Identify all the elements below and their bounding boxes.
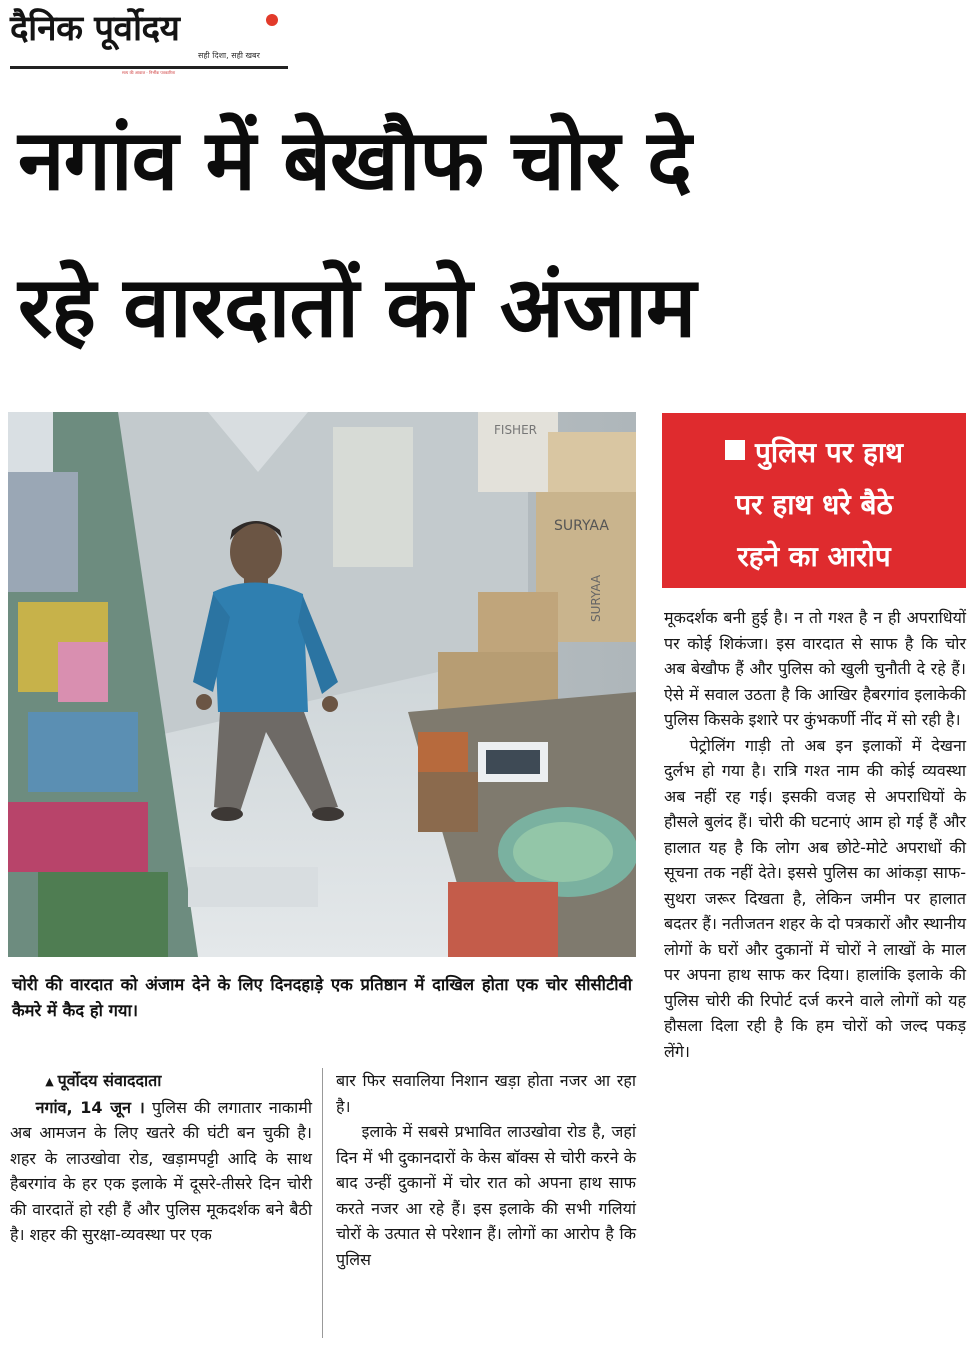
cctv-photo: [8, 412, 636, 957]
logo-dot-icon: [266, 14, 278, 26]
masthead: [10, 4, 290, 75]
headline-line-1: नगांव में बेखौफ चोर दे: [18, 111, 691, 209]
byline: [10, 1068, 312, 1095]
triangle-marker-icon: ▲: [45, 1075, 54, 1088]
column-divider: [322, 1068, 323, 1338]
paragraph: बार फिर सवालिया निशान खड़ा होता नजर आ रहा है।: [336, 1071, 636, 1116]
logo-tagline: सही दिशा, सही खबर: [198, 51, 260, 60]
headline-line-2: रहे वारदातों को अंजाम: [18, 258, 696, 356]
article-column-2: [336, 1068, 636, 1272]
square-bullet-icon: [725, 440, 745, 460]
photo-caption: चोरी की वारदात को अंजाम देने के लिए दिनदहाड़े एक प्रतिष्ठान में दाखिल होता एक चोर सीसीटीवी कैमरे में कैद हो गया।: [12, 975, 632, 1020]
newspaper-logo: दैनिक पूर्वोदय: [10, 9, 180, 49]
box-label: SURYAA: [554, 518, 609, 534]
callout-line-3: रहने का आरोप: [737, 540, 891, 573]
masthead-subline: सत्य की आवाज · निर्भीक पत्रकारिता: [122, 70, 175, 75]
box-label-top: FISHER: [494, 423, 538, 437]
article-column-1: [10, 1068, 312, 1248]
paragraph: मूकदर्शक बनी हुई है। न तो गश्त है न ही अपराधियों पर कोई शिकंजा। इस वारदात से साफ है कि चोर अब बेखौफ हैं और पुलिस को खुली चुनौती दे रहे हैं। ऐसे में सवाल उठता है कि आखिर हैबरगांव इलाकेकी पुलिस किसके इशारे पर कुंभकर्णी नींद में सो रही है।: [664, 608, 966, 729]
paragraph-text: पुलिस की लगातार नाकामी अब आमजन के लिए खतरे की घंटी बन चुकी है। शहर के लाउखोवा रोड, खड़ामपट्टी आदि के साथ हैबरगांव के हर एक इलाके में दूसरे-तीसरे दिन चोरी की वारदातें हो रही हैं और पुलिस मूकदर्शक बने बैठी है। शहर की सुरक्षा-व्यवस्था पर एक: [10, 1097, 312, 1244]
dateline: नगांव, 14 जून ।: [35, 1097, 145, 1117]
masthead-rule: [10, 66, 288, 69]
paragraph: [10, 1095, 312, 1248]
cctv-photo-illustration: [8, 412, 636, 957]
box-label-side: SURYAA: [589, 574, 603, 622]
callout-text-1: पुलिस पर हाथ: [755, 436, 903, 469]
article-column-right: [664, 605, 966, 1064]
callout-line-2: पर हाथ धरे बैठे: [735, 488, 893, 521]
paragraph: इलाके में सबसे प्रभावित लाउखोवा रोड है, जहां दिन में भी दुकानदारों के केस बॉक्स से चोरी करने के बाद उन्हीं दुकानों में चोर रात को अपना हाथ साफ करते नजर आ रहे हैं। इस इलाके की सभी गलियां चोरों के उत्पात से परेशान हैं। लोगों का आरोप है कि पुलिस: [336, 1122, 636, 1269]
byline-text: पूर्वोदय संवाददाता: [57, 1071, 162, 1090]
paragraph: पेट्रोलिंग गाड़ी तो अब इन इलाकों में देखना दुर्लभ हो गया है। रात्रि गश्त नाम की कोई व्यवस्था अब नहीं रह गई। इसकी वजह से अपराधियों के हौसले बुलंद हैं। चोरी की घटनाएं आम हो गई हैं और हालात यह है कि लोग अब छोटे-मोटे अपराधों की सूचना तक नहीं देते। इससे पुलिस का आंकड़ा साफ-सुथरा जरूर दिखता है, लेकिन जमीन पर हालात बदतर हैं। नतीजतन शहर के दो पत्रकारों और स्थानीय लोगों के घरों और दुकानों में चोरों ने लाखों के माल पर अपना हाथ साफ कर दिया। हालांकि इलाके की पुलिस चोरी की रिपोर्ट दर्ज करने वाले लोगों को यह हौसला दिला रही है कि हम चोरों को जल्द पकड़ लेंगे।: [664, 735, 966, 1061]
highlight-callout: [662, 413, 966, 588]
callout-line-1: [662, 433, 966, 471]
